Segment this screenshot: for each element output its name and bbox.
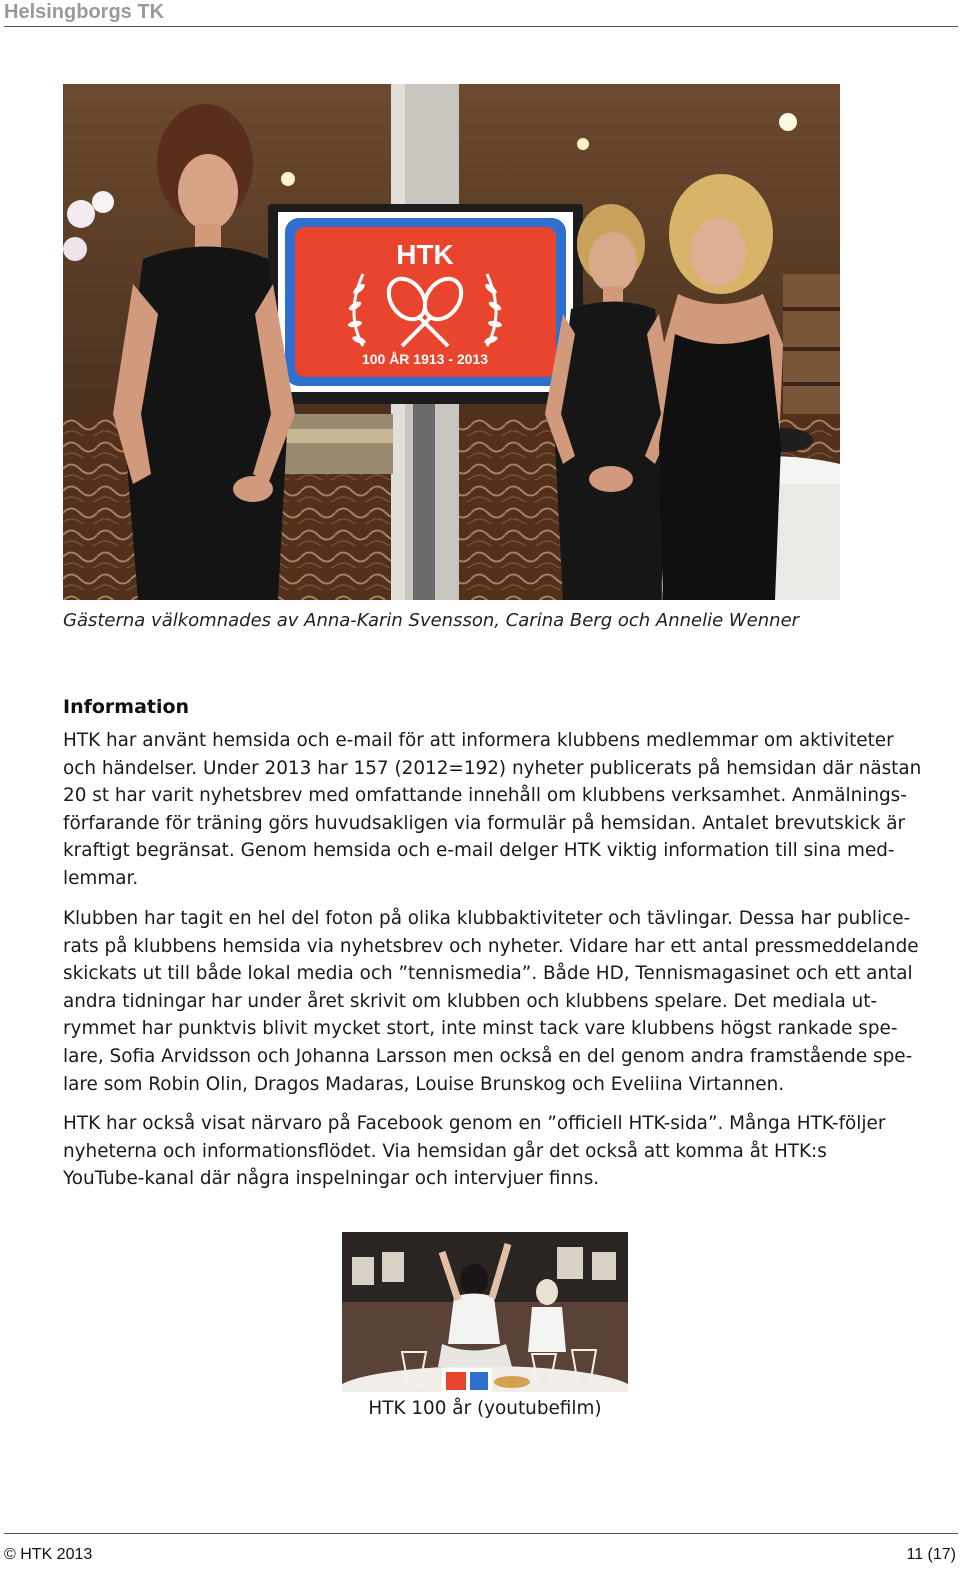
paragraph-line: HTK har också visat närvaro på Facebook genom en ”officiell HTK-sida”. Många HTK-följer — [63, 1113, 886, 1134]
paragraph-line: lare, Sofia Arvidsson och Johanna Larsson men också en del genom andra framstående spe- — [63, 1045, 913, 1067]
paragraph-line: YouTube-kanal där några inspelningar och intervjuer finns. — [63, 1168, 600, 1190]
section-heading-information: Information — [63, 696, 190, 718]
footer-divider — [4, 1533, 958, 1534]
paragraph-photos-media — [63, 905, 919, 1098]
video-caption: HTK 100 år (youtubefilm) — [368, 1398, 602, 1419]
video-thumbnail-illustration — [342, 1232, 628, 1392]
paragraph-line: HTK har använt hemsida och e-mail för att informera klubbens medlemmar om aktiviteter — [63, 730, 894, 751]
paragraph-line: förfarande för träning görs huvudsakligen via formulär på hemsidan. Antalet brevutskick är — [63, 812, 906, 834]
paragraph-line: Klubben har tagit en hel del foton på olika klubbaktiviteter och tävlingar. Dessa har publice- — [63, 908, 911, 929]
event-photo-illustration — [63, 84, 840, 600]
footer-page-number: 11 (17) — [906, 1546, 956, 1563]
screen-logo-subtext: 100 ÅR 1913 - 2013 — [361, 351, 489, 367]
youtube-video-thumbnail[interactable] — [342, 1232, 628, 1392]
screen-logo-text: HTK — [396, 239, 454, 270]
paragraph-line: skickats ut till både lokal media och ”tennismedia”. Både HD, Tennismagasinet och ett antal — [63, 963, 913, 985]
paragraph-line: nyheterna och informationsflödet. Via hemsidan går det också att komma åt HTK:s — [63, 1140, 827, 1162]
paragraph-line: och händelser. Under 2013 har 157 (2012=192) nyheter publicerats på hemsidan där nästan — [63, 757, 922, 779]
document-header-title: Helsingborgs TK — [4, 1, 165, 23]
paragraph-line: andra tidningar har under året skrivit om klubben och klubbens spelare. Det mediala ut- — [63, 990, 878, 1012]
header-divider — [4, 26, 958, 27]
paragraph-line: 20 st har varit nyhetsbrev med omfattande innehåll om klubbens verksamhet. Anmälnings- — [63, 785, 907, 807]
paragraph-facebook-youtube — [63, 1110, 908, 1193]
photo-caption: Gästerna välkomnades av Anna-Karin Svensson, Carina Berg och Annelie Wenner — [63, 610, 800, 631]
paragraph-website-email — [63, 727, 922, 893]
paragraph-line: lemmar. — [63, 867, 139, 889]
paragraph-line: lare som Robin Olin, Dragos Madaras, Louise Brunskog och Eveliina Virtannen. — [63, 1073, 785, 1095]
paragraph-line: rymmet har punktvis blivit mycket stort, inte minst tack vare klubbens högst rankade spe- — [63, 1018, 898, 1040]
footer-copyright: © HTK 2013 — [4, 1546, 93, 1563]
event-photo — [63, 84, 840, 600]
paragraph-line: kraftigt begränsat. Genom hemsida och e-mail delger HTK viktig information till sina med- — [63, 840, 895, 862]
paragraph-line: rats på klubbens hemsida via nyhetsbrev och nyheter. Vidare har ett antal pressmeddelande — [63, 935, 919, 957]
